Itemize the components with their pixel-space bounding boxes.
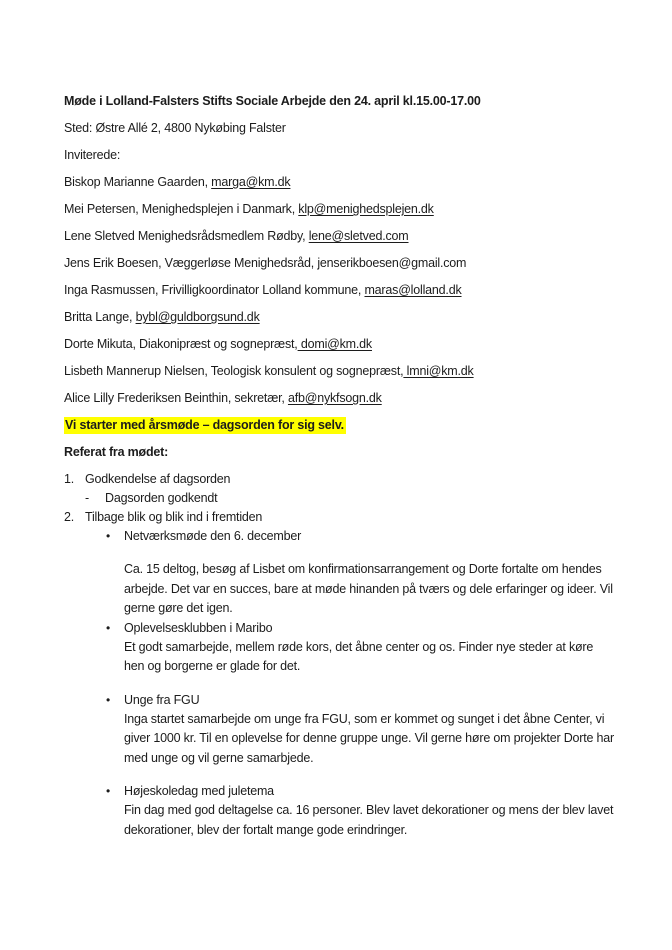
invitee-line <box>64 254 614 274</box>
invitee-line <box>64 173 614 193</box>
invitee-line <box>64 389 614 409</box>
agenda-subitem <box>64 489 614 508</box>
email-link[interactable]: lene@sletved.com <box>308 229 409 243</box>
bullet-icon: • <box>106 620 111 635</box>
bullet-icon: • <box>106 529 111 543</box>
email-link[interactable]: afb@nykfsogn.dk <box>287 391 382 405</box>
invitee-name: Mei Petersen, Menighedsplejen i Danmark, <box>64 202 299 216</box>
agenda-bullet <box>64 691 614 710</box>
invitee-line <box>64 227 614 247</box>
bullet-title: Højeskoledag med juletema <box>124 784 274 798</box>
invitee-name: Britta Lange, <box>64 310 136 324</box>
agenda-item-1 <box>64 470 614 489</box>
invitee-name: Jens Erik Boesen, Væggerløse Menighedsråd, <box>64 256 318 270</box>
invitee-name: Dorte Mikuta, Diakonipræst og sognepræst, <box>64 337 298 351</box>
invitee-name: Lisbeth Mannerup Nielsen, Teologisk konsulent og sognepræst, <box>64 364 404 378</box>
email-link[interactable]: marga@km.dk <box>211 175 291 189</box>
bullet-title: Oplevelsesklubben i Maribo <box>124 620 273 635</box>
list-number: 1. <box>64 472 75 486</box>
agenda-bullet <box>64 782 614 801</box>
dash-marker: - <box>85 491 89 505</box>
email-link[interactable]: domi@km.dk <box>297 337 372 351</box>
list-number: 2. <box>64 510 75 524</box>
invitee-name: Lene Sletved Menighedsrådsmedlem Rødby, <box>64 229 309 243</box>
bullet-title: Netværksmøde den 6. december <box>124 529 302 543</box>
email-text: jenserikboesen@gmail.com <box>317 256 467 270</box>
agenda-item-2 <box>64 508 614 527</box>
agenda-subitem-text: Dagsorden godkendt <box>105 491 218 505</box>
bullet-icon: • <box>106 784 111 798</box>
agenda-bullet <box>64 527 614 546</box>
highlight-note: Vi starter med årsmøde – dagsorden for sig selv. <box>65 418 344 432</box>
invitee-line <box>64 200 614 220</box>
bullet-body: Inga startet samarbejde om unge fra FGU, som er kommet og sunget i det åbne Center, vi giver 1000 kr. Til en oplevelse for denne gruppe unge. Vil gerne høre om projekter Dorte har med unge og vil gerne samarbjede. <box>124 711 614 765</box>
invitee-name: Biskop Marianne Gaarden, <box>64 175 212 189</box>
meeting-location: Sted: Østre Allé 2, 4800 Nykøbing Falster <box>64 121 286 135</box>
bullet-icon: • <box>106 692 111 707</box>
bullet-title: Unge fra FGU <box>124 692 200 707</box>
agenda-bullet <box>64 619 614 638</box>
bullet-body: Fin dag med god deltagelse ca. 16 personer. Blev lavet dekorationer og mens der blev lavet dekorationer, blev der fortalt mange gode erindringer. <box>124 803 614 837</box>
invitee-line <box>64 281 614 301</box>
invitee-name: Inga Rasmussen, Frivilligkoordinator Lolland kommune, <box>64 283 365 297</box>
email-link[interactable]: lmni@km.dk <box>403 364 474 378</box>
bullet-body: Et godt samarbejde, mellem røde kors, det åbne center og os. Finder nye steder at køre hen og borgerne er glade for det. <box>124 639 594 673</box>
highlight-line <box>64 416 614 436</box>
invitee-line <box>64 362 614 382</box>
invitee-line <box>64 308 614 328</box>
email-link[interactable]: klp@menighedsplejen.dk <box>298 202 434 216</box>
meeting-title: Møde i Lolland-Falsters Stifts Sociale Arbejde den 24. april kl.15.00-17.00 <box>64 94 481 108</box>
invitee-name: Alice Lilly Frederiksen Beinthin, sekretær, <box>64 391 288 405</box>
invitees-heading: Inviterede: <box>64 148 121 162</box>
email-link[interactable]: bybl@guldborgsund.dk <box>135 310 260 324</box>
bullet-body: Ca. 15 deltog, besøg af Lisbet om konfirmationsarrangement og Dorte fortalte om hendes arbejde. Det var en succes, bare at møde hinanden på tværs og dele erfaringer og ideer. Vil gerne gøre det igen. <box>124 562 613 615</box>
agenda-item-text: Godkendelse af dagsorden <box>85 472 231 486</box>
minutes-heading: Referat fra mødet: <box>64 445 169 459</box>
email-link[interactable]: maras@lolland.dk <box>364 283 462 297</box>
agenda-item-text: Tilbage blik og blik ind i fremtiden <box>85 510 263 524</box>
invitee-line <box>64 335 614 355</box>
agenda-list <box>64 470 614 840</box>
